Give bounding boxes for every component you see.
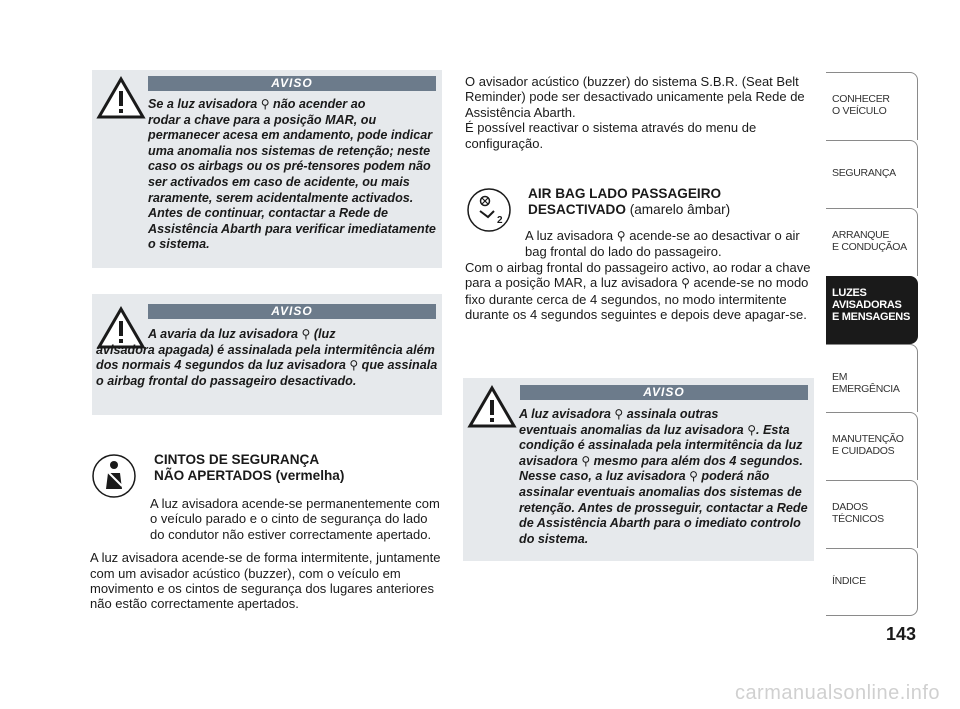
sidebar-tab-indice[interactable]: ÍNDICE xyxy=(826,548,918,616)
warning-label: AVISO xyxy=(520,385,808,400)
airbag-off-icon: ⚲ xyxy=(349,358,359,373)
sidebar-tab-emergencia[interactable]: EM EMERGÊNCIA xyxy=(826,344,918,412)
seatbelt-heading: CINTOS DE SEGURANÇA NÃO APERTADOS (vermelha) xyxy=(154,452,345,483)
warning-box-2 xyxy=(92,294,442,415)
airbag-icon: ⚲ xyxy=(260,97,270,111)
svg-text:2: 2 xyxy=(497,215,503,226)
warning-label: AVISO xyxy=(148,304,436,319)
sidebar-tab-manutencao[interactable]: MANUTENÇÃO E CUIDADOS xyxy=(826,412,918,480)
airbag-icon: ⚲ xyxy=(747,422,756,437)
warning-box-3 xyxy=(463,378,814,561)
page-number: 143 xyxy=(885,624,916,644)
buzzer-intro: O avisador acústico (buzzer) do sistema S.B.R. (Seat Belt Reminder) pode ser desactivado unicamente pela Rede de Assistência Abarth. É possível reactivar o sistema através do menu de configuração. xyxy=(465,74,805,151)
seatbelt-text: A luz avisadora acende-se permanentemente com o veículo parado e o cinto de segurança do lado do condutor não estiver correctamente apertado. A luz avisadora acende-se de forma intermitente, juntamente com um avisador acústico (buzzer), com o veículo em movimento e os cintos de segurança dos lugares anteriores não estão correctamente apertados. xyxy=(90,496,441,612)
warning-text: A avaria da luz avisadora ⚲ (luz avisadora apagada) é assinalada pela intermitência além dos normais 4 segundos da luz avisadora ⚲ que assinala o airbag frontal do passageiro desactivado. xyxy=(96,327,438,388)
watermark: carmanualsonline.info xyxy=(734,682,940,704)
airbag-off-icon: ⚲ xyxy=(614,407,624,421)
warning-text: A luz avisadora ⚲ assinala outras eventuais anomalias da luz avisadora ⚲. Esta condição é assinalada pela intermitência da luz avisadora ⚲ mesmo para além dos 4 segundos. Nesse caso, a luz avisadora ⚲ poderá não assinalar eventuais anomalias dos sistemas de retenção. Antes de prosseguir, contactar a Rede de Assistência Abarth para o imediato controlo do sistema. xyxy=(519,407,808,546)
airbag-icon: ⚲ xyxy=(689,469,698,484)
seatbelt-icon xyxy=(91,453,137,499)
sidebar-tab-dados[interactable]: DADOS TÉCNICOS xyxy=(826,480,918,548)
warning-text: Se a luz avisadora ⚲ não acender ao rodar a chave para a posição MAR, ou permanecer acesa em andamento, pode indicar uma anomalia nos sistemas de retenção; neste caso os airbags ou os pré-tensores podem não ser activados em caso de acidente, ou mais raramente, serem acidentalmente activados. Antes de continuar, contactar a Rede de Assistência Abarth para verificar imediatamente o sistema. xyxy=(148,97,436,252)
airbag-heading: AIR BAG LADO PASSAGEIRO DESACTIVADO (amarelo âmbar) xyxy=(528,186,731,217)
warning-box-1 xyxy=(92,70,442,268)
airbag-text: A luz avisadora ⚲ acende-se ao desactivar o air bag frontal do lado do passageiro. Com o airbag frontal do passageiro activo, ao rodar a chave para a posição MAR, a luz avisadora ⚲ acende-se no modo fixo durante cerca de 4 segundos, no modo intermitente durante os 4 segundos seguintes e depois deve apagar-se. xyxy=(465,228,811,323)
sidebar-tab-arranque[interactable]: ARRANQUE E CONDUÇÃOA xyxy=(826,208,918,276)
airbag-off-icon: ⚲ xyxy=(681,276,690,291)
sidebar-tab-luzes[interactable]: LUZES AVISADORAS E MENSAGENS xyxy=(826,276,918,344)
sidebar-tab-seguranca[interactable]: SEGURANÇA xyxy=(826,140,918,208)
sidebar-tab-conhecer[interactable]: CONHECER O VEÍCULO xyxy=(826,72,918,140)
airbag-off-icon: ⚲ xyxy=(581,453,591,468)
airbag-off-icon: ⚲ xyxy=(616,229,626,243)
warning-label: AVISO xyxy=(148,76,436,91)
airbag-icon: ⚲ xyxy=(301,327,311,341)
airbag-off-circle-icon xyxy=(466,187,512,233)
